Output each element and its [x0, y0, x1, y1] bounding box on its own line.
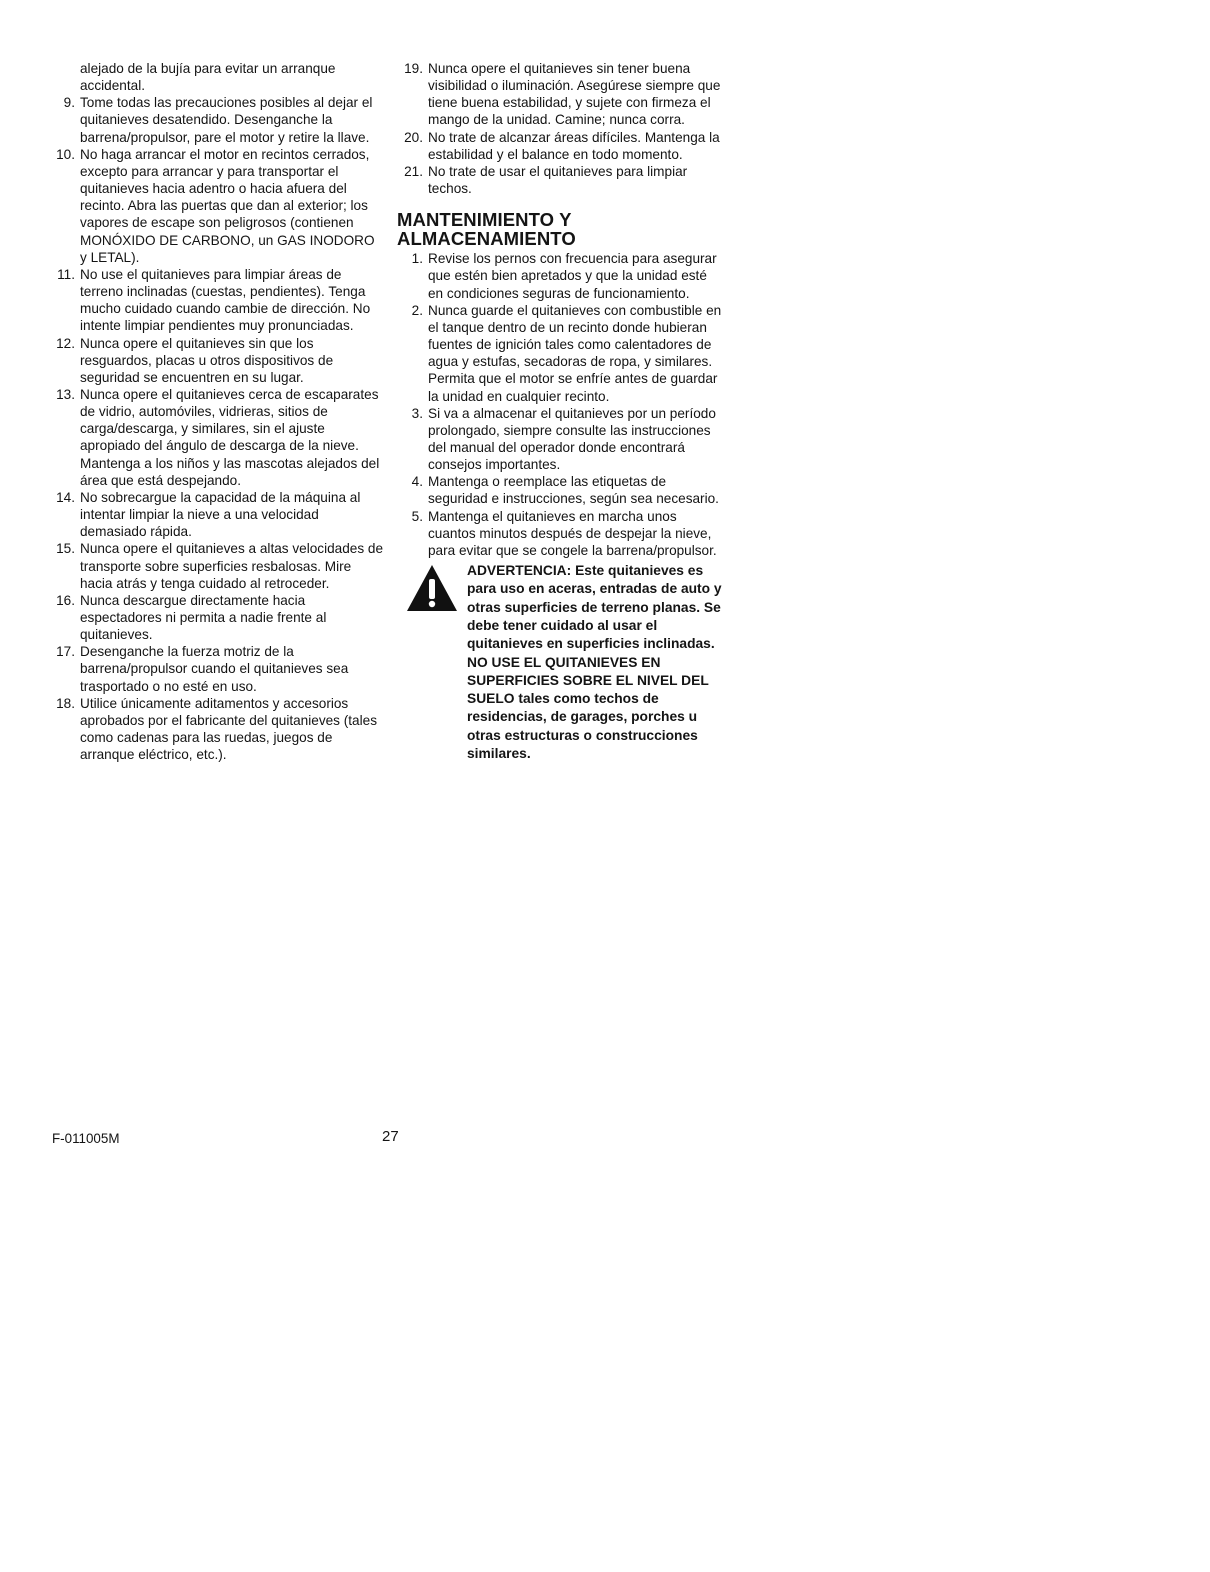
list-item: [49, 592, 384, 643]
document-code: F-011005M: [52, 1131, 120, 1146]
list-item: [49, 695, 384, 764]
item-number: 4.: [411, 474, 423, 490]
item-number: 15.: [56, 541, 75, 557]
item-text: Si va a almacenar el quitanieves por un período prolongado, siempre consulte las instrucciones del manual del operador donde encontrará consejos importantes.: [428, 405, 716, 473]
item-text: No haga arrancar el motor en recintos cerrados, excepto para arrancar y para transportar el quitanieves hacia adentro o hacia afuera del recinto. Abra las puertas que dan al exterior; los vapores de escape son peligrosos (contienen MONÓXIDO DE CARBONO, un GAS INODORO y LETAL).: [80, 146, 375, 265]
list-item: [397, 508, 725, 559]
list-item: [49, 335, 384, 386]
item-text: No trate de usar el quitanieves para limpiar techos.: [428, 163, 688, 197]
item-number: 18.: [56, 695, 75, 711]
item-text: Nunca opere el quitanieves sin que los resguardos, placas u otros dispositivos de seguridad se encuentren en su lugar.: [80, 335, 334, 385]
item-text: Nunca opere el quitanieves sin tener buena visibilidad o iluminación. Asegúrese siempre que tiene buena estabilidad, y sujete con firmeza el mango de la unidad. Camine; nunca corra.: [428, 61, 721, 128]
list-item: [397, 405, 725, 474]
item-text: Desenganche la fuerza motriz de la barrena/propulsor cuando el quitanieves sea trasportado o no esté en uso.: [80, 644, 349, 694]
item-text: No use el quitanieves para limpiar áreas de terreno inclinadas (cuestas, pendientes). Tenga mucho cuidado cuando cambie de dirección. No intente limpiar pendientes muy pronunciadas.: [80, 266, 371, 334]
item-number: 9.: [63, 95, 75, 111]
warning-triangle-icon: [405, 563, 459, 613]
list-item: [49, 386, 384, 489]
list-item: [397, 60, 725, 129]
lead-text: alejado de la bujía para evitar un arranque accidental.: [80, 61, 336, 94]
item-number: 21.: [404, 163, 423, 179]
item-number: 10.: [56, 146, 75, 162]
item-number: 1.: [411, 251, 423, 267]
item-text: Nunca opere el quitanieves cerca de escaparates de vidrio, automóviles, vidrieras, sitios de carga/descarga, y similares, sin el ajuste apropiado del ángulo de descarga de la nieve. Mantenga a los niños y las mascotas alejados del área que está despejando.: [80, 386, 380, 488]
item-number: 20.: [404, 129, 423, 145]
item-number: 19.: [404, 61, 423, 76]
warning-text: ADVERTENCIA: Este quitanieves es para uso en aceras, entradas de auto y otras superficies de terreno planas. Se debe tener cuidado al usar el quitanieves en superficies inclinadas. NO USE EL QUITANIEVES EN SUPERFICIES SOBRE EL NIVEL DEL SUELO tales como techos de residencias, de garages, porches u otras estructuras o construcciones similares.: [467, 563, 722, 762]
section-title: MANTENIMIENTO Y ALMACENAMIENTO: [397, 209, 576, 250]
page-number: 27: [382, 1128, 399, 1145]
safety-list-left: [49, 94, 384, 763]
item-text: Tome todas las precauciones posibles al dejar el quitanieves desatendido. Desenganche la barrena/propulsor, pare el motor y retire la llave.: [80, 95, 373, 145]
item-text: Revise los pernos con frecuencia para asegurar que estén bien apretados y que la unidad esté en condiciones seguras de funcionamiento.: [428, 251, 717, 301]
left-column: [49, 60, 384, 763]
maintenance-list: [397, 250, 725, 559]
list-item: [397, 473, 725, 507]
list-item: [397, 250, 725, 301]
item-number: 2.: [411, 302, 423, 318]
item-text: Utilice únicamente aditamentos y accesorios aprobados por el fabricante del quitanieves (tales como cadenas para las ruedas, juegos de arranque eléctrico, etc.).: [80, 695, 377, 763]
item-number: 13.: [56, 386, 75, 402]
right-column: [397, 60, 725, 763]
list-item: [397, 163, 725, 197]
list-item: [49, 94, 384, 145]
item-number: 14.: [56, 489, 75, 505]
item-text: Mantenga o reemplace las etiquetas de seguridad e instrucciones, según sea necesario.: [428, 474, 719, 507]
item-number: 11.: [57, 266, 75, 282]
list-item: [397, 129, 725, 163]
list-item: [49, 266, 384, 335]
list-item: [49, 489, 384, 540]
item-text: Nunca descargue directamente hacia espectadores ni permita a nadie frente al quitanieves.: [80, 592, 327, 643]
item-text: Nunca guarde el quitanieves con combustible en el tanque dentro de un recinto donde hubieran fuentes de ignición tales como calentadores de agua y estufas, secadoras de ropa, y similares. Permita que el motor se enfríe antes de guardar la unidad en cualquier recinto.: [428, 302, 722, 404]
item-text: No trate de alcanzar áreas difíciles. Mantenga la estabilidad y el balance en todo momento.: [428, 129, 720, 162]
list-item: [49, 146, 384, 266]
list-item: [49, 540, 384, 591]
item-text: Mantenga el quitanieves en marcha unos cuantos minutos después de despejar la nieve, para evitar que se congele la barrena/propulsor.: [428, 508, 717, 558]
safety-list-right: [397, 60, 725, 197]
item-number: 3.: [411, 405, 423, 421]
list-item: [397, 302, 725, 405]
item-number: 5.: [411, 508, 423, 524]
item-number: 16.: [56, 592, 75, 608]
warning-block: [397, 562, 725, 763]
item-number: 17.: [56, 644, 75, 660]
item-text: No sobrecargue la capacidad de la máquina al intentar limpiar la nieve a una velocidad demasiado rápida.: [80, 489, 361, 540]
item-text: Nunca opere el quitanieves a altas velocidades de transporte sobre superficies resbalosas. Mire hacia atrás y tenga cuidado al retroceder.: [80, 541, 384, 591]
item-number: 12.: [56, 335, 75, 351]
list-item: [49, 643, 384, 694]
